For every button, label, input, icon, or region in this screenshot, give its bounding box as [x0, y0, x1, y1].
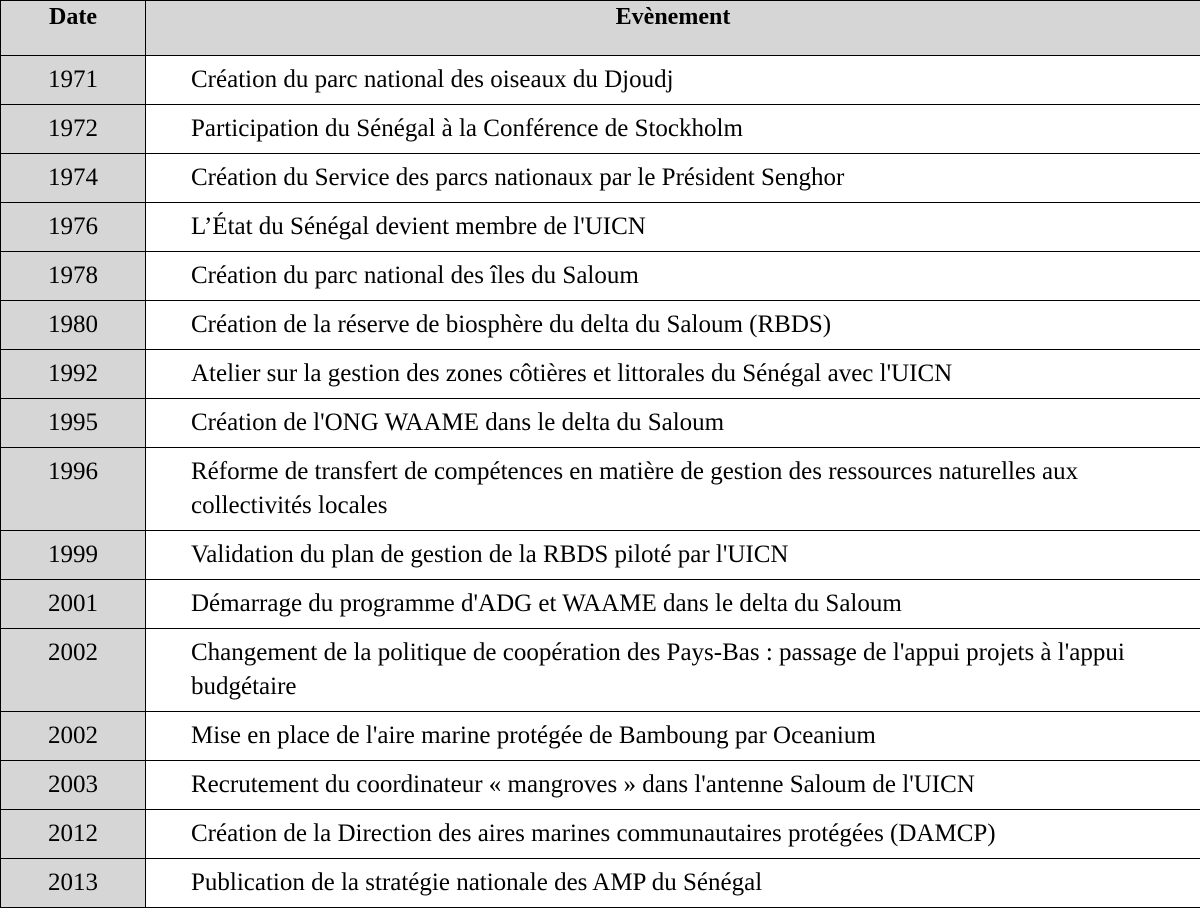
event-cell: Recrutement du coordinateur « mangroves » dans l'antenne Saloum de l'UICN — [146, 761, 1200, 810]
date-cell: 1978 — [1, 252, 146, 301]
table-row — [1, 859, 1200, 908]
event-cell: Publication de la stratégie nationale des AMP du Sénégal — [146, 859, 1200, 908]
table-row — [1, 761, 1200, 810]
date-cell: 1976 — [1, 203, 146, 252]
table-row — [1, 399, 1200, 448]
date-cell: 1972 — [1, 105, 146, 154]
event-cell: Création du parc national des îles du Saloum — [146, 252, 1200, 301]
table-row — [1, 301, 1200, 350]
table-row — [1, 448, 1200, 531]
date-cell: 2003 — [1, 761, 146, 810]
event-cell: Démarrage du programme d'ADG et WAAME dans le delta du Saloum — [146, 580, 1200, 629]
event-cell: Création de la Direction des aires marines communautaires protégées (DAMCP) — [146, 810, 1200, 859]
date-cell: 1974 — [1, 154, 146, 203]
event-cell: Validation du plan de gestion de la RBDS piloté par l'UICN — [146, 531, 1200, 580]
date-cell: 2012 — [1, 810, 146, 859]
table-row — [1, 252, 1200, 301]
event-cell: Création du parc national des oiseaux du Djoudj — [146, 56, 1200, 105]
table-row — [1, 350, 1200, 399]
date-cell: 1999 — [1, 531, 146, 580]
event-cell: Création de la réserve de biosphère du delta du Saloum (RBDS) — [146, 301, 1200, 350]
event-cell: Création de l'ONG WAAME dans le delta du Saloum — [146, 399, 1200, 448]
event-cell: L’État du Sénégal devient membre de l'UICN — [146, 203, 1200, 252]
event-cell: Atelier sur la gestion des zones côtières et littorales du Sénégal avec l'UICN — [146, 350, 1200, 399]
table-row — [1, 203, 1200, 252]
date-cell: 1992 — [1, 350, 146, 399]
event-column-header: Evènement — [146, 1, 1200, 56]
date-column-header: Date — [1, 1, 146, 56]
table-row — [1, 712, 1200, 761]
date-cell: 1980 — [1, 301, 146, 350]
date-cell: 1995 — [1, 399, 146, 448]
date-cell: 2002 — [1, 712, 146, 761]
date-cell: 1996 — [1, 448, 146, 531]
table-row — [1, 154, 1200, 203]
event-cell: Participation du Sénégal à la Conférence de Stockholm — [146, 105, 1200, 154]
table-row — [1, 56, 1200, 105]
event-cell: Changement de la politique de coopération des Pays-Bas : passage de l'appui projets à l'appui budgétaire — [146, 629, 1200, 712]
header-row — [1, 1, 1200, 56]
date-cell: 2001 — [1, 580, 146, 629]
table-row — [1, 580, 1200, 629]
table-row — [1, 105, 1200, 154]
date-cell: 2013 — [1, 859, 146, 908]
table-row — [1, 629, 1200, 712]
date-cell: 1971 — [1, 56, 146, 105]
table-row — [1, 531, 1200, 580]
event-cell: Création du Service des parcs nationaux par le Président Senghor — [146, 154, 1200, 203]
table-row — [1, 810, 1200, 859]
event-cell: Réforme de transfert de compétences en matière de gestion des ressources naturelles aux collectivités locales — [146, 448, 1200, 531]
date-cell: 2002 — [1, 629, 146, 712]
event-cell: Mise en place de l'aire marine protégée de Bamboung par Oceanium — [146, 712, 1200, 761]
